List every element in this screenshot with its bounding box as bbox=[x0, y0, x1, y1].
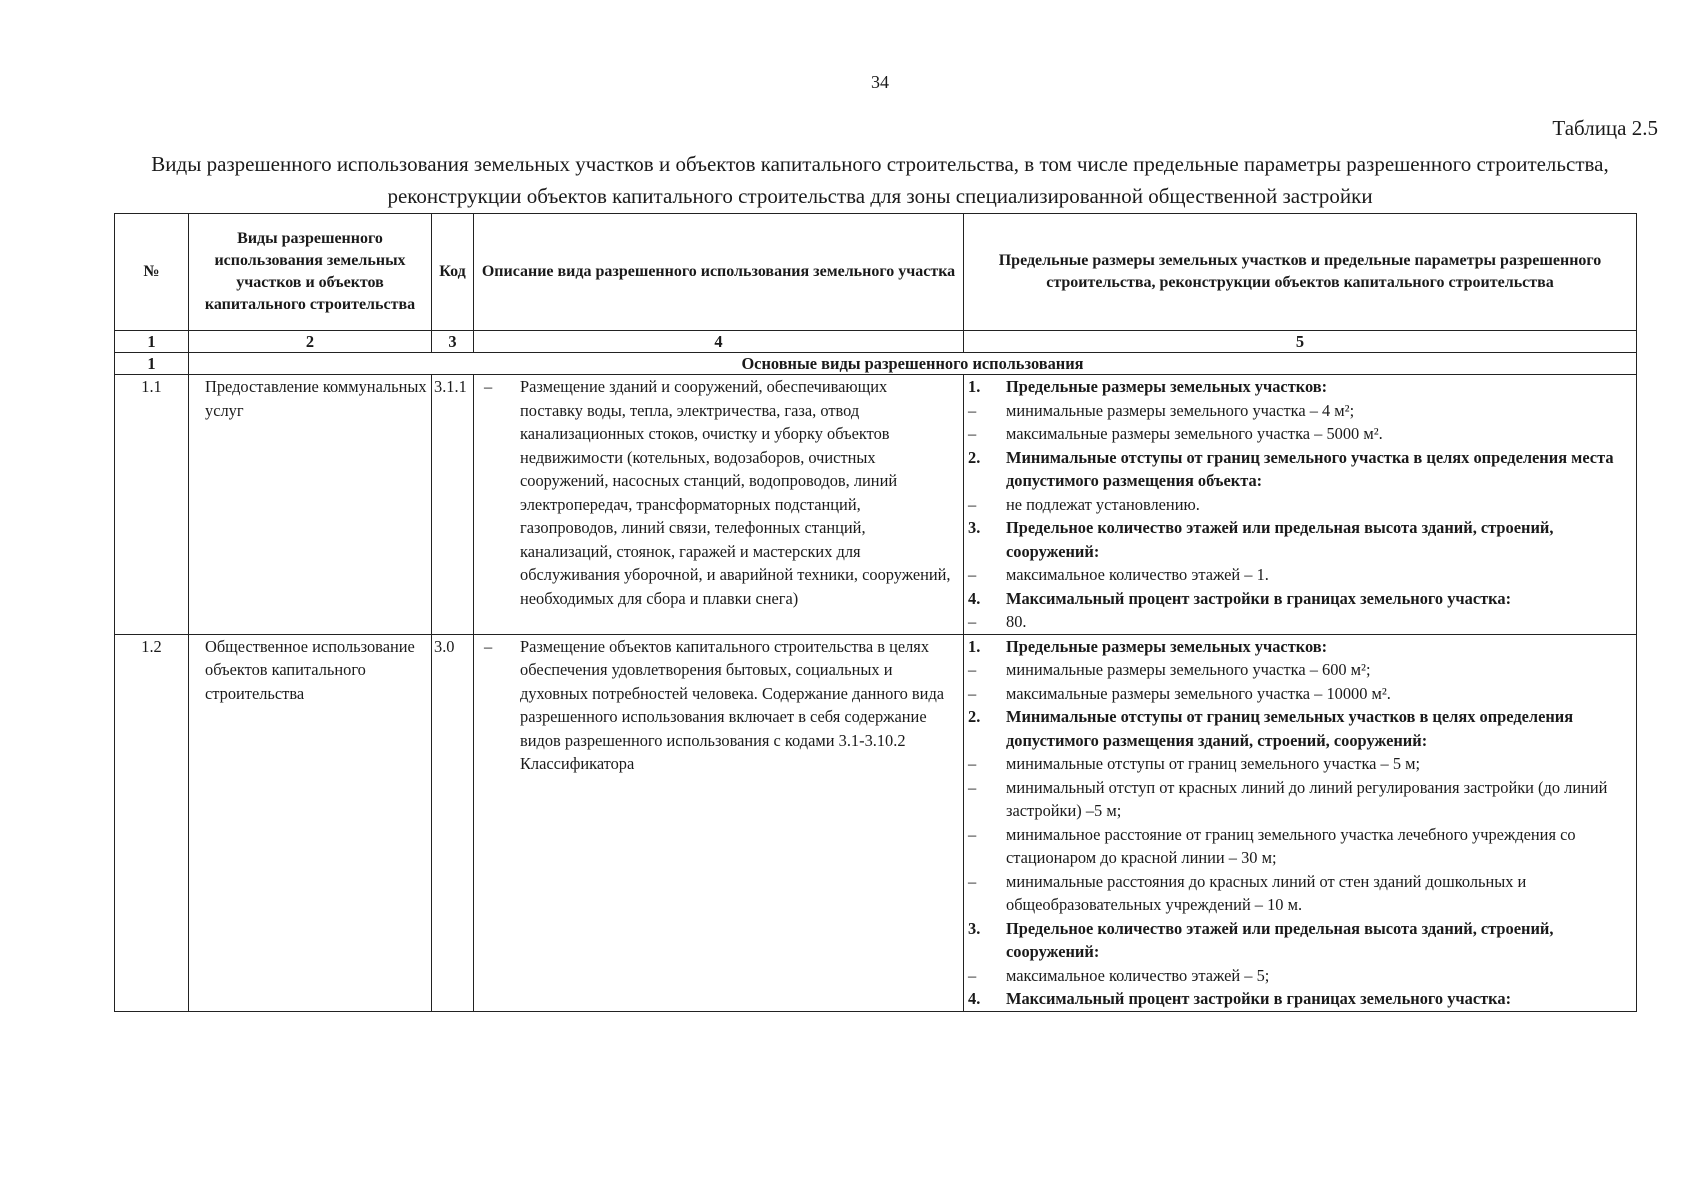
parameter-item bbox=[964, 422, 1632, 446]
parameter-marker: – bbox=[968, 871, 977, 891]
row-description bbox=[474, 375, 964, 635]
parameter-item bbox=[964, 563, 1632, 587]
parameter-heading bbox=[964, 987, 1632, 1011]
parameter-marker: – bbox=[968, 754, 977, 773]
row-use-name: Предоставление коммунальных услуг bbox=[189, 375, 432, 635]
parameter-text: не подлежат установлению. bbox=[1006, 494, 1200, 514]
parameter-text: Предельное количество этажей или предельная высота зданий, строений, сооружений: bbox=[1006, 918, 1554, 961]
table-row bbox=[115, 375, 1637, 635]
parameter-item bbox=[964, 399, 1632, 423]
row-description bbox=[474, 634, 964, 1011]
row-parameters bbox=[964, 375, 1637, 635]
parameter-marker: 2. bbox=[968, 447, 981, 467]
parameter-text: Максимальный процент застройки в границах земельного участка: bbox=[1006, 989, 1512, 1008]
row-number: 1.2 bbox=[115, 634, 189, 1011]
row-use-name: Общественное использование объектов капитального строительства bbox=[189, 634, 432, 1011]
header-num: № bbox=[115, 214, 189, 331]
table-label: Таблица 2.5 bbox=[1552, 116, 1658, 140]
section-number: 1 bbox=[115, 353, 189, 375]
header-desc: Описание вида разрешенного использования земельного участка bbox=[474, 214, 964, 331]
parameter-item bbox=[964, 964, 1632, 988]
parameter-text: Предельное количество этажей или предельная высота зданий, строений, сооружений: bbox=[1006, 518, 1554, 561]
row-code: 3.0 bbox=[432, 634, 474, 1011]
parameter-heading bbox=[964, 516, 1632, 563]
description-text: Размещение зданий и сооружений, обеспечивающих поставку воды, тепла, электричества, газа, отвод канализационных стоков, очистку и уборку объектов недвижимости (котельных, водозаборов, очистных сооружений, насосных станций, водопроводов, линий электропередач, трансформаторных подстанций, газопроводов, линий связи, телефонных станций, канализаций, стоянок, гаражей и мастерских для обслуживания уборочной, и аварийной техники, сооружений, необходимых для сбора и плавки снега) bbox=[520, 377, 951, 608]
parameter-item bbox=[964, 493, 1632, 517]
parameter-item bbox=[964, 823, 1632, 870]
parameter-text: максимальные размеры земельного участка – 10000 м². bbox=[1006, 683, 1391, 703]
land-use-table bbox=[114, 213, 1637, 1012]
parameter-text: минимальные размеры земельного участка – 4 м²; bbox=[1006, 400, 1355, 420]
column-number: 1 bbox=[115, 331, 189, 353]
parameter-marker: – bbox=[968, 400, 977, 420]
parameter-heading bbox=[964, 635, 1632, 659]
parameter-text: Предельные размеры земельных участков: bbox=[1006, 377, 1328, 396]
description-dash: – bbox=[484, 377, 493, 396]
parameter-text: минимальные расстояния до красных линий от стен зданий дошкольных и общеобразовательных учреждений – 10 м. bbox=[1006, 871, 1527, 914]
column-number: 2 bbox=[189, 331, 432, 353]
parameter-heading bbox=[964, 587, 1632, 611]
table-caption: Виды разрешенного использования земельных участков и объектов капитального строительства, в том числе предельные параметры разрешенного строительства, реконструкции объектов капитального строительства для зоны специализированной общественной застройки bbox=[151, 152, 1609, 208]
parameter-heading bbox=[964, 446, 1632, 493]
parameter-text: минимальные размеры земельного участка – 600 м²; bbox=[1006, 660, 1371, 679]
parameter-text: Предельные размеры земельных участков: bbox=[1006, 636, 1328, 656]
parameter-text: минимальное расстояние от границ земельного участка лечебного учреждения со стационаром до красной линии – 30 м; bbox=[1006, 824, 1576, 867]
parameter-item bbox=[964, 752, 1632, 776]
parameter-item bbox=[964, 870, 1632, 917]
section-title: Основные виды разрешенного использования bbox=[189, 353, 1637, 375]
parameter-marker: 1. bbox=[968, 636, 981, 656]
parameter-text: максимальное количество этажей – 5; bbox=[1006, 965, 1270, 985]
header-params: Предельные размеры земельных участков и предельные параметры разрешенного строительства, реконструкции объектов капитального строительства bbox=[964, 214, 1637, 331]
header-row bbox=[115, 214, 1637, 331]
description-dash: – bbox=[484, 636, 493, 656]
parameter-text: Минимальные отступы от границ земельных участков в целях определения допустимого размещения зданий, строений, сооружений: bbox=[1006, 707, 1574, 750]
header-name: Виды разрешенного использования земельных участков и объектов капитального строительства bbox=[189, 214, 432, 331]
parameter-marker: 4. bbox=[968, 989, 981, 1008]
parameter-heading bbox=[964, 705, 1632, 752]
parameter-marker: – bbox=[968, 777, 977, 797]
parameter-marker: 1. bbox=[968, 377, 981, 396]
parameter-item bbox=[964, 776, 1632, 823]
column-number: 5 bbox=[964, 331, 1637, 353]
parameter-text: Максимальный процент застройки в границах земельного участка: bbox=[1006, 588, 1512, 608]
description-text: Размещение объектов капитального строительства в целях обеспечения удовлетворения бытовых, социальных и духовных потребностей человека. Содержание данного вида разрешенного использования включает в себя содержание видов разрешенного использования с кодами 3.1-3.10.2 Классификатора bbox=[520, 636, 945, 773]
parameter-marker: – bbox=[968, 565, 977, 584]
parameter-marker: 2. bbox=[968, 707, 981, 726]
parameter-marker: – bbox=[968, 612, 977, 631]
parameter-text: максимальное количество этажей – 1. bbox=[1006, 565, 1269, 584]
parameter-marker: – bbox=[968, 683, 977, 703]
row-parameters bbox=[964, 634, 1637, 1011]
parameter-marker: 3. bbox=[968, 518, 981, 537]
parameter-marker: – bbox=[968, 424, 977, 443]
column-number: 4 bbox=[474, 331, 964, 353]
parameter-marker: 4. bbox=[968, 588, 981, 608]
parameter-marker: – bbox=[968, 660, 977, 679]
section-row bbox=[115, 353, 1637, 375]
parameter-marker: – bbox=[968, 824, 977, 844]
parameter-text: Минимальные отступы от границ земельного участка в целях определения места допустимого размещения объекта: bbox=[1006, 447, 1614, 490]
parameter-item bbox=[964, 682, 1632, 706]
row-number: 1.1 bbox=[115, 375, 189, 635]
parameter-text: минимальные отступы от границ земельного участка – 5 м; bbox=[1006, 754, 1421, 773]
header-code: Код bbox=[432, 214, 474, 331]
parameter-text: максимальные размеры земельного участка – 5000 м². bbox=[1006, 424, 1383, 443]
parameter-heading bbox=[964, 375, 1632, 399]
parameter-marker: – bbox=[968, 965, 977, 985]
table-row bbox=[115, 634, 1637, 1011]
parameter-heading bbox=[964, 917, 1632, 964]
page-number: 34 bbox=[871, 72, 889, 92]
parameter-text: 80. bbox=[1006, 612, 1027, 631]
column-number-row bbox=[115, 331, 1637, 353]
parameter-marker: – bbox=[968, 494, 977, 514]
parameter-item bbox=[964, 610, 1632, 634]
parameter-text: минимальный отступ от красных линий до линий регулирования застройки (до линий застройки) –5 м; bbox=[1006, 777, 1608, 820]
row-code: 3.1.1 bbox=[432, 375, 474, 635]
column-number: 3 bbox=[432, 331, 474, 353]
parameter-item bbox=[964, 658, 1632, 682]
parameter-marker: 3. bbox=[968, 918, 981, 938]
